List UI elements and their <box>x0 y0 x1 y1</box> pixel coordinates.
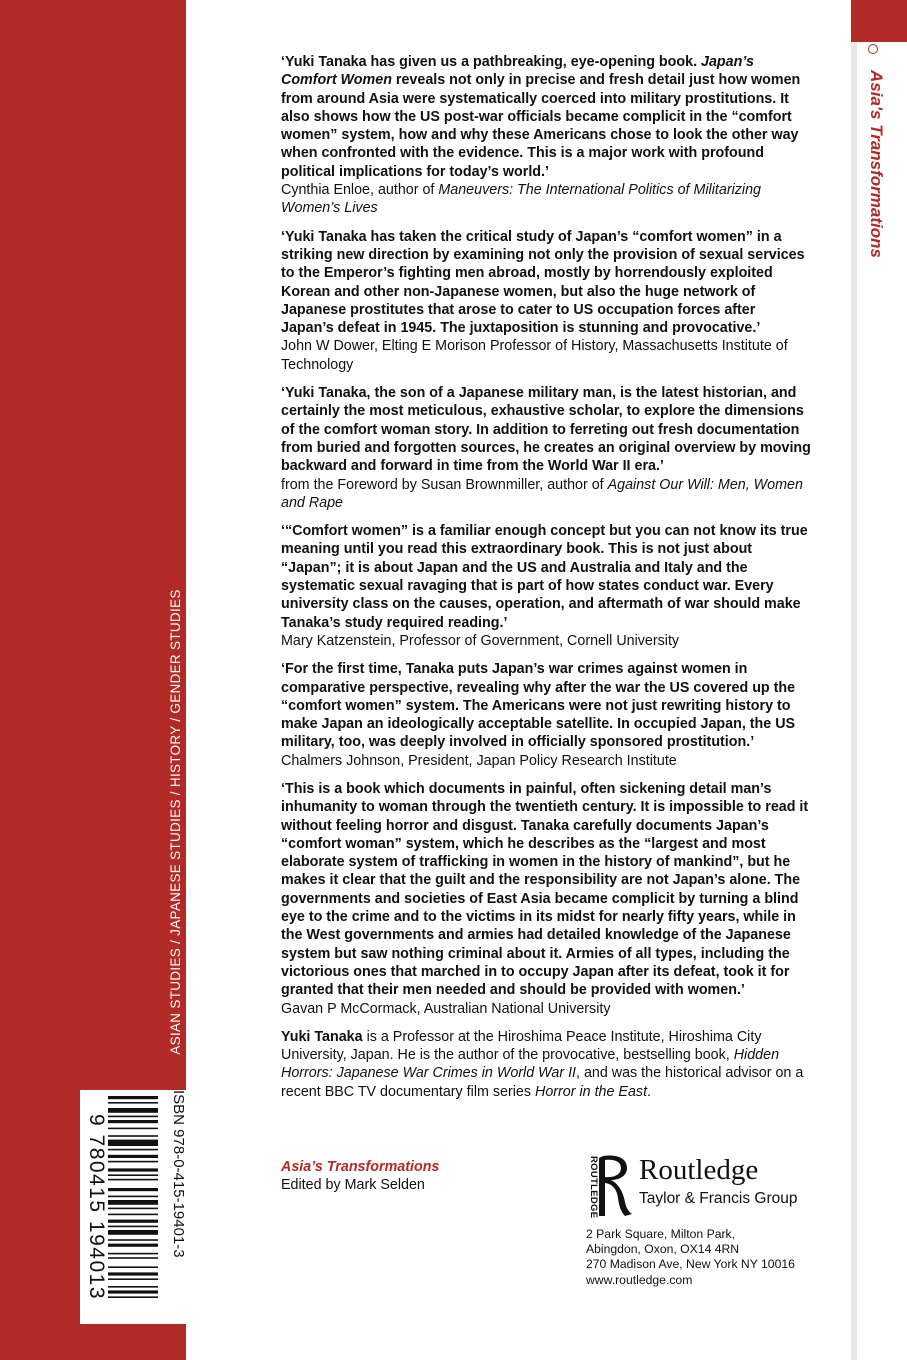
publisher-vertical-wordmark: ROUTLEDGE <box>588 1156 599 1219</box>
review-4 <box>281 522 811 650</box>
review-quote: ‘Yuki Tanaka has given us a pathbreaking, eye-opening book. Japan’s Comfort Women reveals not only in precise and fresh detail just how women from around Asia were systematically coerced into military prostitutions. It also shows how the US post-war officials became complicit in the “comfort women” system, how and why these Americans chose to look the other way when confronted with the evidence. This is a major work with profound political implications for today’s world.’ <box>281 54 801 180</box>
series-info <box>281 1158 541 1194</box>
review-attribution: Mary Katzenstein, Professor of Government, Cornell University <box>281 632 680 649</box>
barcode-bar <box>108 1239 158 1241</box>
publisher-name: Routledge <box>639 1154 759 1186</box>
barcode-bar <box>108 1226 158 1228</box>
review-3 <box>281 384 811 512</box>
barcode-bar <box>108 1128 158 1130</box>
address-line: Abingdon, Oxon, OX14 4RN <box>586 1242 740 1257</box>
barcode-bar <box>108 1278 158 1280</box>
barcode-bar <box>108 1272 158 1275</box>
barcode-bar <box>108 1116 158 1118</box>
spine-red-cap <box>851 0 907 42</box>
review-6 <box>281 780 811 1018</box>
barcode-bar <box>108 1102 158 1104</box>
address-line: 2 Park Square, Milton Park, <box>586 1227 736 1241</box>
publisher-website[interactable]: www.routledge.com <box>586 1272 693 1287</box>
barcode-bar <box>108 1179 158 1181</box>
series-editor: Edited by Mark Selden <box>281 1177 425 1193</box>
barcode-bar <box>108 1230 158 1235</box>
barcode-bar <box>108 1257 158 1259</box>
back-cover-text <box>281 53 811 1101</box>
review-2 <box>281 228 811 374</box>
spine-edge <box>851 42 857 1360</box>
publisher-address <box>586 1227 816 1288</box>
barcode-bar <box>108 1196 158 1198</box>
barcode-bar <box>108 1161 158 1163</box>
isbn-label: ISBN 978-0-415-19401-3 <box>170 1090 187 1258</box>
publisher-group: Taylor & Francis Group <box>639 1190 798 1207</box>
barcode-bar <box>108 1253 158 1255</box>
publisher-logo <box>583 1152 813 1218</box>
barcode-bar <box>108 1244 158 1247</box>
review-quote: ‘For the first time, Tanaka puts Japan’s war crimes against women in comparative perspective, revealing why after the war the US covered up the “comfort women” system. The Americans were not just rewriting history to make Japan an ideologically acceptable satellite. In occupied Japan, the US military, too, was deeply involved in officially sponsored prostitution.’ <box>281 661 796 751</box>
barcode-bar <box>108 1290 158 1293</box>
routledge-r-icon <box>597 1152 633 1218</box>
review-attribution: Cynthia Enloe, author of Maneuvers: The International Politics of Militarizing Women’s Lives <box>281 182 761 217</box>
review-attribution: Gavan P McCormack, Australian National University <box>281 1000 611 1017</box>
barcode-bar <box>108 1296 158 1298</box>
barcode-bar <box>108 1140 158 1146</box>
barcode-bar <box>108 1135 158 1137</box>
barcode-bar <box>108 1266 158 1268</box>
review-attribution: Chalmers Johnson, President, Japan Policy Research Institute <box>281 752 677 769</box>
review-5 <box>281 660 811 770</box>
barcode-bar <box>108 1096 158 1099</box>
barcode-bar <box>108 1200 158 1205</box>
barcode-bar <box>108 1188 158 1191</box>
left-white-margin <box>186 0 196 1360</box>
spine-series-title: Asia's Transformations <box>867 70 886 258</box>
review-quote: ‘Yuki Tanaka has taken the critical study of Japan’s “comfort women” in a striking new direction by examining not only the provision of sexual services to the Emperor’s fighting men abroad, mostly by horrendously exploited Korean and other non-Japanese women, but also the huge network of Japanese prostitutes that arose to cater to US occupation forces after Japan’s defeat in 1945. The juxtaposition is stunning and provocative.’ <box>281 228 805 337</box>
barcode-bar <box>108 1220 158 1223</box>
review-quote: ‘Yuki Tanaka, the son of a Japanese military man, is the latest historian, and certainly the most meticulous, exhaustive scholar, to explore the dimensions of the comfort woman story. In addition to ferreting out fresh documentation from buried and forgotten sources, he creates an original overview by moving backward and forward in time from the World War II era.’ <box>281 385 811 475</box>
barcode-bar <box>108 1208 158 1210</box>
review-quote: ‘This is a book which documents in painful, often sickening detail man’s inhumanity to woman through the twentieth century. It is impossible to read it without feeling horror and disgust. Tanaka carefully documents Japan’s “comfort woman” system, which he describes as the “largest and most elaborate system of trafficking in women in the history of mankind”, but he makes it clear that the guilt and the responsibility are not Japan’s alone. The governments and societies of East Asia became complicit by turning a blind eye to the crime and to the victims in its midst for nearly fifty years, while in the West governments and armies had detailed knowledge of the Japanese system but saw nothing criminal about it. Armies of all types, including the victorious ones that marched in to occupy Japan after its defeat, took it for granted that their men needed and should be provided with women.’ <box>281 780 809 999</box>
series-title: Asia’s Transformations <box>281 1159 440 1175</box>
subject-category: ASIAN STUDIES / JAPANESE STUDIES / HISTORY / GENDER STUDIES <box>168 589 183 1055</box>
barcode-bar <box>108 1286 158 1288</box>
barcode-digits: 9 780415 194013 <box>85 1114 108 1300</box>
review-attribution: from the Foreword by Susan Brownmiller, author of Against Our Will: Men, Women and Rape <box>281 476 803 511</box>
barcode-bar <box>108 1155 158 1158</box>
barcode-bar <box>108 1108 158 1113</box>
review-attribution: John W Dower, Elting E Morison Professor of History, Massachusetts Institute of Technology <box>281 338 788 373</box>
author-bio: Yuki Tanaka is a Professor at the Hiroshima Peace Institute, Hiroshima City University, Japan. He is the author of the provocative, bestselling book, Hidden Horrors: Japanese War Crimes in World War II, and was the historical advisor on a recent BBC TV documentary film series Horror in the East. <box>281 1028 804 1100</box>
barcode-bar <box>108 1214 158 1216</box>
spine-series-mark <box>868 44 878 54</box>
review-1 <box>281 53 811 218</box>
barcode-bar <box>108 1168 158 1171</box>
barcode-bar <box>108 1149 158 1151</box>
barcode-bar <box>108 1174 158 1176</box>
review-quote: ‘“Comfort women” is a familiar enough concept but you can not know its true meaning until you read this extraordinary book. This is not just about “Japan”; it is about Japan and the US and Australia and Italy and the systematic sexual ravaging that is part of how states conduct war. Every university class on the causes, operation, and aftermath of war should make Tanaka’s study required reading.’ <box>281 523 808 631</box>
address-line: 270 Madison Ave, New York NY 10016 <box>586 1257 795 1272</box>
barcode-bar <box>108 1120 158 1123</box>
